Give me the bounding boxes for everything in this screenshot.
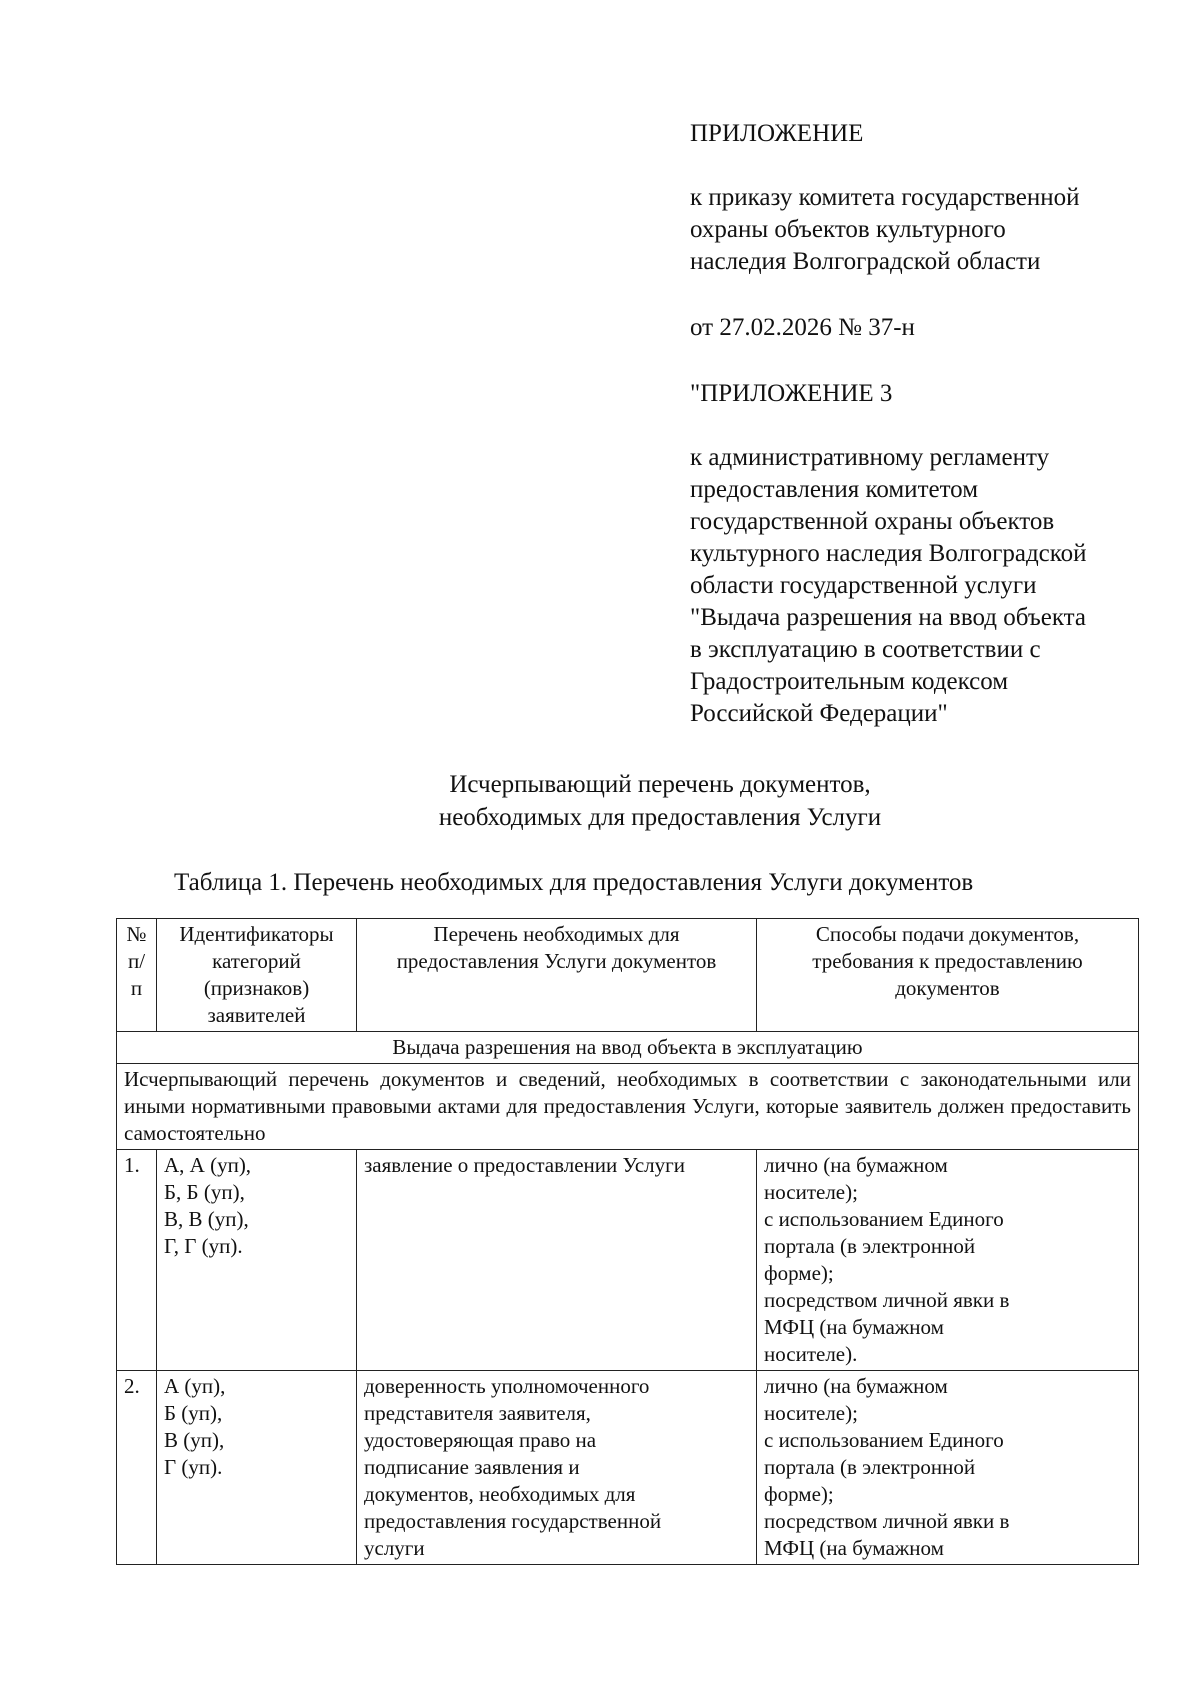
row-methods: лично (на бумажном носителе); с использованием Единого портала (в электронной форме); посредством личной явки в МФЦ (на бумажном — [757, 1371, 1139, 1565]
order-line: к приказу комитета государственной — [690, 184, 1080, 211]
row-methods: лично (на бумажном носителе); с использованием Единого портала (в электронной форме); посредством личной явки в МФЦ (на бумажном носителе). — [757, 1150, 1139, 1371]
regulation-line: предоставления комитетом — [690, 476, 979, 503]
regulation-line: "Выдача разрешения на ввод объекта — [690, 604, 1087, 631]
appendix-title: ПРИЛОЖЕНИЕ — [690, 120, 864, 147]
subsection-row — [117, 1064, 1139, 1150]
regulation-line: культурного наследия Волгоградской — [690, 540, 1087, 567]
table-row — [117, 1150, 1139, 1371]
regulation-line: Российской Федерации" — [690, 700, 948, 727]
row-document: доверенность уполномоченного представителя заявителя, удостоверяющая право на подписание заявления и документов, необходимых для предоставления государственной услуги — [357, 1371, 757, 1565]
subsection-text: Исчерпывающий перечень документов и сведений, необходимых в соответствии с законодательными или иными нормативными правовыми актами для предоставления Услуги, которые заявитель должен предоставить самостоятельно — [117, 1064, 1139, 1150]
row-categories: А, А (уп), Б, Б (уп), В, В (уп), Г, Г (уп). — [157, 1150, 357, 1371]
regulation-line: государственной охраны объектов — [690, 508, 1055, 535]
section-title: Выдача разрешения на ввод объекта в эксплуатацию — [117, 1032, 1139, 1064]
row-number: 1. — [117, 1150, 157, 1371]
document-title — [0, 768, 1200, 834]
header-methods: Способы подачи документов, требования к предоставлению документов — [757, 919, 1139, 1032]
row-number: 2. — [117, 1371, 157, 1565]
row-document: заявление о предоставлении Услуги — [357, 1150, 757, 1371]
row-categories: А (уп), Б (уп), В (уп), Г (уп). — [157, 1371, 357, 1565]
header-documents: Перечень необходимых для предоставления Услуги документов — [357, 919, 757, 1032]
regulation-line: области государственной услуги — [690, 572, 1037, 599]
document-title-line: Исчерпывающий перечень документов, — [449, 771, 871, 798]
regulation-line: к административному регламенту — [690, 444, 1050, 471]
document-title-line: необходимых для предоставления Услуги — [438, 804, 882, 831]
table-caption: Таблица 1. Перечень необходимых для предоставления Услуги документов — [174, 869, 974, 896]
table-header-row — [117, 919, 1139, 1032]
order-line: охраны объектов культурного — [690, 216, 1006, 243]
documents-table — [116, 918, 1139, 1565]
section-row — [117, 1032, 1139, 1064]
appendix3-title: "ПРИЛОЖЕНИЕ 3 — [690, 380, 893, 407]
order-reference — [690, 182, 1170, 278]
order-line: наследия Волгоградской области — [690, 248, 1041, 275]
header-categories: Идентификаторы категорий (признаков) заявителей — [157, 919, 357, 1032]
header-number: № п/п — [117, 919, 157, 1032]
regulation-line: в эксплуатацию в соответствии с — [690, 636, 1041, 663]
table-row — [117, 1371, 1139, 1565]
regulation-line: Градостроительным кодексом — [690, 668, 1009, 695]
regulation-reference — [690, 442, 1170, 730]
order-date: от 27.02.2026 № 37-н — [690, 314, 915, 341]
